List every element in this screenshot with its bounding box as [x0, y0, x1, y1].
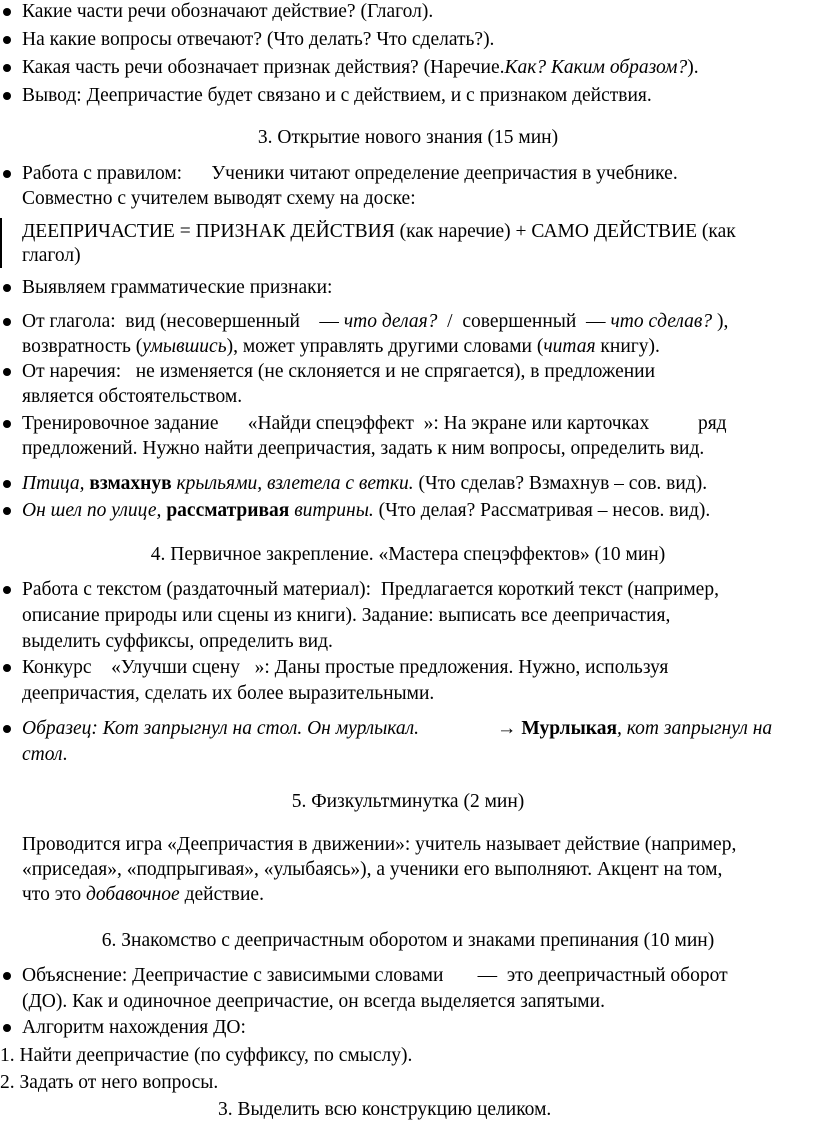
section-5-heading: 5. Физкультминутка (2 мин) — [291, 791, 525, 812]
bullet-icon — [3, 1024, 11, 1032]
bullet-icon — [3, 36, 11, 44]
bullet-icon — [3, 480, 11, 488]
text-work-line-3: выделить суффиксы, определить вид. — [22, 631, 333, 652]
rule-line-1: Работа с правилом: Ученики читают определение деепричастия в учебнике. — [22, 163, 678, 184]
bullet-icon — [3, 92, 11, 100]
bullet-icon — [3, 318, 11, 326]
text-work-line-2: описание природы или сцены из книги). Задание: выписать все деепричастия, — [22, 605, 671, 626]
bullet-icon — [3, 8, 11, 16]
formula-line-2: глагол) — [22, 245, 81, 266]
example-1: Птица, взмахнув крыльями, взлетела с ветки. (Что сделав? Взмахнув – сов. вид). — [22, 473, 708, 494]
contest-line-1: Конкурс «Улучши сцену »: Даны простые предложения. Нужно, используя — [22, 657, 669, 678]
intro-bullet-4: Вывод: Деепричастие будет связано и с действием, и с признаком действия. — [22, 85, 652, 106]
section-3-heading: 3. Открытие нового знания (15 мин) — [257, 127, 559, 148]
sample-line-1: Образец: Кот запрыгнул на стол. Он мурлыкал. — [22, 718, 420, 739]
algorithm-step-1: 1. Найти деепричастие (по суффиксу, по смыслу). — [0, 1045, 413, 1066]
example-2: Он шел по улице, рассматривая витрины. (Что делая? Рассматривая – несов. вид). — [22, 500, 711, 521]
training-task-line-1: Тренировочное задание «Найди спецэффект »: На экране или карточках ряд — [22, 413, 727, 434]
sample-line-2: стол. — [22, 744, 68, 765]
rule-line-2: Совместно с учителем выводят схему на доске: — [22, 188, 416, 209]
bullet-icon — [3, 368, 11, 376]
verb-features-line-2: возвратность (умывшись), может управлять другими словами (читая книгу). — [22, 336, 660, 357]
explanation-line-1: Объяснение: Деепричастие с зависимыми словами — это деепричастный оборот — [22, 965, 728, 986]
verb-features-line-1: От глагола: вид (несовершенный — что делая? / совершенный — что сделав? ), — [22, 311, 729, 332]
grammar-features: Выявляем грамматические признаки: — [22, 277, 333, 298]
explanation-line-2: (ДО). Как и одиночное деепричастие, он всегда выделяется запятыми. — [22, 991, 605, 1012]
game-paragraph-line-2: «приседая», «подпрыгивая», «улыбаясь»), а ученики его выполняют. Акцент на том, — [22, 859, 723, 880]
algorithm-step-2: 2. Задать от него вопросы. — [0, 1072, 219, 1093]
adverb-features-line-1: От наречия: не изменяется (не склоняется и не спрягается), в предложении — [22, 361, 656, 382]
bullet-icon — [3, 420, 11, 428]
algorithm-step-3: 3. Выделить всю конструкцию целиком. — [218, 1099, 552, 1120]
section-6-heading: 6. Знакомство с деепричастным оборотом и знаками препинания (10 мин) — [101, 930, 715, 951]
algorithm-title: Алгоритм нахождения ДО: — [22, 1017, 246, 1038]
bullet-icon — [3, 284, 11, 292]
bullet-icon — [3, 170, 11, 178]
intro-bullet-1: Какие части речи обозначают действие? (Глагол). — [22, 1, 434, 22]
bullet-icon — [3, 664, 11, 672]
sample-line-1-result: → Мурлыкая, кот запрыгнул на — [497, 718, 773, 739]
text-work-line-1: Работа с текстом (раздаточный материал): Предлагается короткий текст (например, — [22, 579, 719, 600]
game-paragraph-line-3: что это добавочное действие. — [22, 884, 264, 905]
bullet-icon — [3, 507, 11, 515]
intro-bullet-3: Какая часть речи обозначает признак действия? (Наречие.Как? Каким образом?). — [22, 57, 699, 78]
section-4-heading: 4. Первичное закрепление. «Мастера спецэффектов» (10 мин) — [150, 544, 666, 565]
training-task-line-2: предложений. Нужно найти деепричастия, задать к ним вопросы, определить вид. — [22, 438, 705, 459]
game-paragraph-line-1: Проводится игра «Деепричастия в движении»: учитель называет действие (например, — [22, 834, 737, 855]
bullet-icon — [3, 725, 11, 733]
bullet-icon — [3, 586, 11, 594]
bullet-icon — [3, 972, 11, 980]
formula-bar — [0, 218, 2, 268]
adverb-features-line-2: является обстоятельством. — [22, 386, 243, 407]
bullet-icon — [3, 64, 11, 72]
contest-line-2: деепричастия, сделать их более выразительными. — [22, 683, 435, 704]
intro-bullet-2: На какие вопросы отвечают? (Что делать? Что сделать?). — [22, 29, 495, 50]
formula-line-1: ДЕЕПРИЧАСТИЕ = ПРИЗНАК ДЕЙСТВИЯ (как наречие) + САМО ДЕЙСТВИЕ (как — [22, 221, 736, 242]
